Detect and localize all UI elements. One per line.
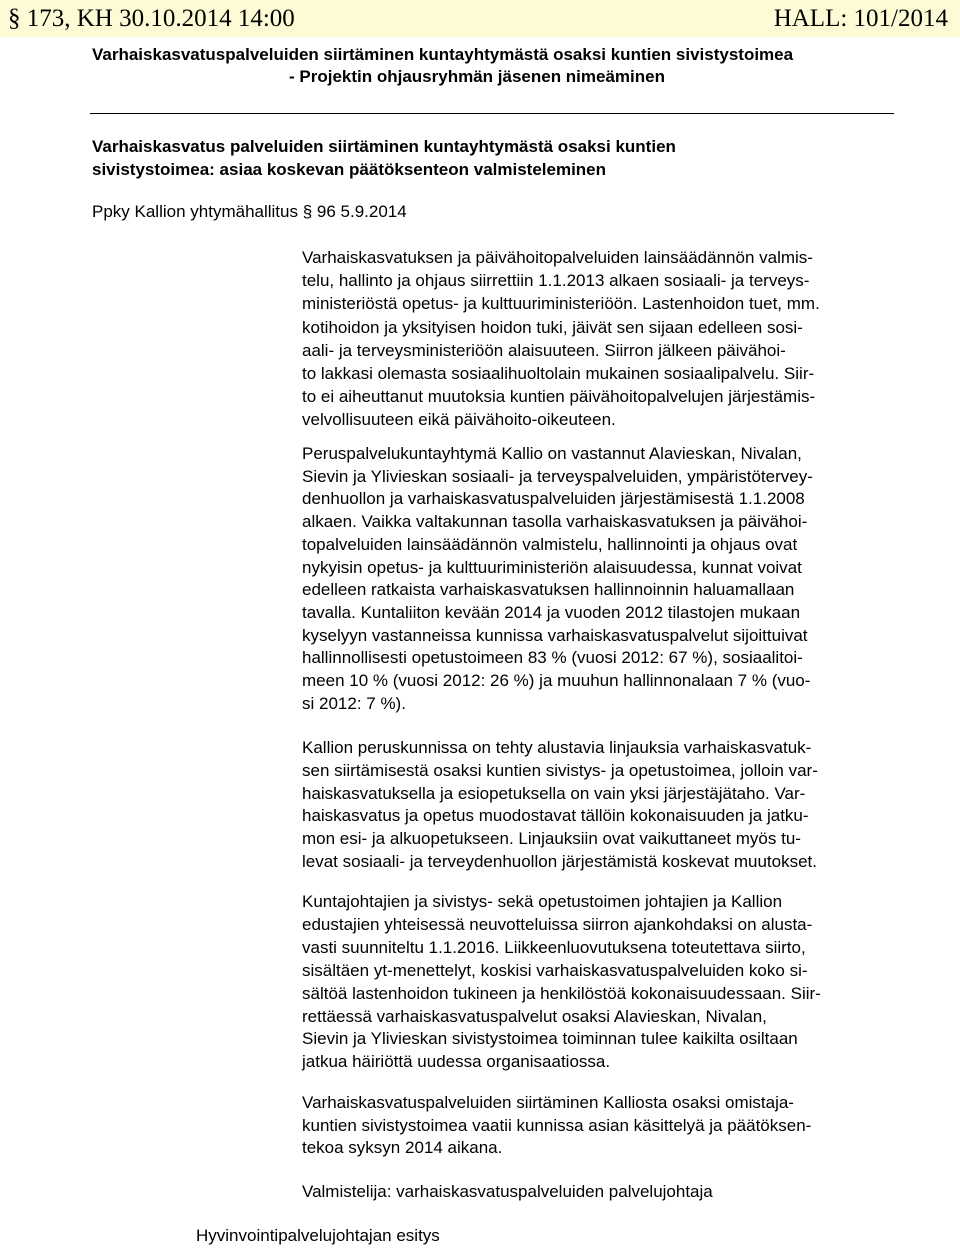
text-line: topalveluiden lainsäädännön valmistelu, hallinnointi ja ohjaus ovat	[302, 534, 798, 554]
text-line: jatkua häiriöttä uudessa organisaatiossa.	[302, 1052, 611, 1072]
text-line: Varhaiskasvatuksen ja päivähoitopalveluiden lainsäädännön valmis-	[302, 248, 813, 267]
text-line: sen siirtämisestä osaksi kuntien sivistys- ja opetustoimea, jolloin var-	[302, 760, 818, 780]
proposal-heading: Hyvinvointipalvelujohtajan esitys	[196, 1226, 440, 1245]
title-line-1: Varhaiskasvatuspalveluiden siirtäminen kuntayhtymästä osaksi kuntien sivistystoimea	[92, 45, 794, 64]
paragraph	[302, 246, 902, 432]
preparer-line	[302, 1181, 902, 1203]
text-line: kuntien sivistystoimea vaatii kunnissa asian käsittelyä ja päätöksen-	[302, 1115, 812, 1135]
text-line: tavalla. Kuntaliiton kevään 2014 ja vuoden 2012 tilastojen mukaan	[302, 602, 801, 622]
paragraph	[302, 737, 902, 874]
title-divider	[90, 113, 894, 114]
text-line: sältöä lastenhoidon tukineen ja henkilöstöä kokonaisuudessaan. Siir-	[302, 983, 821, 1003]
text-line: Varhaiskasvatuspalveluiden siirtäminen Kalliosta osaksi omistaja-	[302, 1093, 794, 1112]
text-line: si 2012: 7 %).	[302, 693, 406, 713]
section-heading-line-2: sivistystoimea: asiaa koskevan päätöksenteon valmisteleminen	[92, 160, 607, 179]
text-line: velvollisuuteen eikä päivähoito-oikeuteen.	[302, 410, 616, 430]
text-line: rettäessä varhaiskasvatuspalvelut osaksi Alavieskan, Nivalan,	[302, 1006, 767, 1026]
document-id: HALL: 101/2014	[773, 5, 948, 32]
text-line: denhuollon ja varhaiskasvatuspalveluiden järjestämisestä 1.1.2008	[302, 489, 805, 509]
text-line: meen 10 % (vuosi 2012: 26 %) ja muuhun hallinnonalaan 7 % (vuo-	[302, 671, 811, 691]
text-line: sisältäen yt-menettelyt, koskisi varhaiskasvatuspalveluiden koko si-	[302, 960, 808, 980]
text-line: Kallion peruskunnissa on tehty alustavia linjauksia varhaiskasvatuk-	[302, 738, 812, 757]
text-line: to ei aiheuttanut muutoksia kuntien päivähoitopalvelujen järjestämis-	[302, 387, 816, 407]
section-reference: § 173, KH 30.10.2014 14:00	[8, 5, 295, 32]
text-line: edelleen ratkaista varhaiskasvatuksen hallinnoinnin haluamallaan	[302, 580, 795, 600]
text-line: kyselyyn vastanneissa kunnissa varhaiskasvatuspalvelut sijoittuivat	[302, 625, 808, 645]
preparation-reference: Ppky Kallion yhtymähallitus § 96 5.9.2014	[92, 202, 407, 221]
text-line: levat sosiaali- ja terveydenhuollon järjestämistä koskevat muutokset.	[302, 851, 817, 871]
paragraph	[302, 443, 902, 715]
text-line: Sievin ja Ylivieskan sivistystoimea toiminnan tulee kaikilta osiltaan	[302, 1029, 798, 1049]
text-line: Peruspalvelukuntayhtymä Kallio on vastannut Alavieskan, Nivalan,	[302, 444, 802, 463]
text-line: mon esi- ja alkuopetukseen. Linjauksiin ovat vaikuttaneet myös tu-	[302, 829, 801, 849]
text-line: Sievin ja Ylivieskan sosiaali- ja terveyspalveluiden, ympäristötervey-	[302, 466, 813, 486]
text-line: alkaen. Vaikka valtakunnan tasolla varhaiskasvatuksen ja päivähoi-	[302, 512, 808, 532]
text-line: Kuntajohtajien ja sivistys- sekä opetustoimen johtajien ja Kallion	[302, 892, 783, 911]
section-heading-line-1: Varhaiskasvatus palveluiden siirtäminen kuntayhtymästä osaksi kuntien	[92, 137, 676, 156]
paragraph	[302, 891, 902, 1074]
text-line: to lakkasi olemasta sosiaalihuoltolain mukainen sosiaalipalvelu. Siir-	[302, 364, 815, 384]
text-line: vasti suunniteltu 1.1.2016. Liikkeenluovutuksena toteutettava siirto,	[302, 937, 806, 957]
text-line: tekoa syksyn 2014 aikana.	[302, 1138, 503, 1157]
text-line: edustajien yhteisessä neuvotteluissa siirron ajankohdaksi on alusta-	[302, 914, 813, 934]
document-title	[92, 44, 892, 88]
text-line: haiskasvatus ja opetus muodostavat tällöin kokonaisuuden ja jatku-	[302, 806, 809, 826]
section-heading	[92, 135, 676, 181]
text-line: kotihoidon ja yksityisen hoidon tuki, jäivät sen sijaan edelleen sosi-	[302, 317, 803, 337]
text-line: Valmistelija: varhaiskasvatuspalveluiden palvelujohtaja	[302, 1182, 713, 1201]
document-header	[0, 0, 960, 37]
text-line: hallinnollisesti opetustoimeen 83 % (vuosi 2012: 67 %), sosiaalitoi-	[302, 648, 803, 668]
text-line: haiskasvatuksella ja esiopetuksella on vain yksi järjestäjätaho. Var-	[302, 783, 806, 803]
text-line: aali- ja terveysministeriöön alaisuuteen. Siirron jälkeen päivähoi-	[302, 340, 786, 360]
text-line: ministeriöstä opetus- ja kulttuuriministeriöön. Lastenhoidon tuet, mm.	[302, 294, 820, 314]
text-line: nykyisin opetus- ja kulttuuriministeriön alaisuudessa, kunnat voivat	[302, 557, 802, 577]
title-line-2: - Projektin ohjausryhmän jäsenen nimeäminen	[289, 67, 665, 86]
paragraph	[302, 1092, 902, 1160]
text-line: telu, hallinto ja ohjaus siirrettiin 1.1.2013 alkaen sosiaali- ja terveys-	[302, 271, 810, 291]
